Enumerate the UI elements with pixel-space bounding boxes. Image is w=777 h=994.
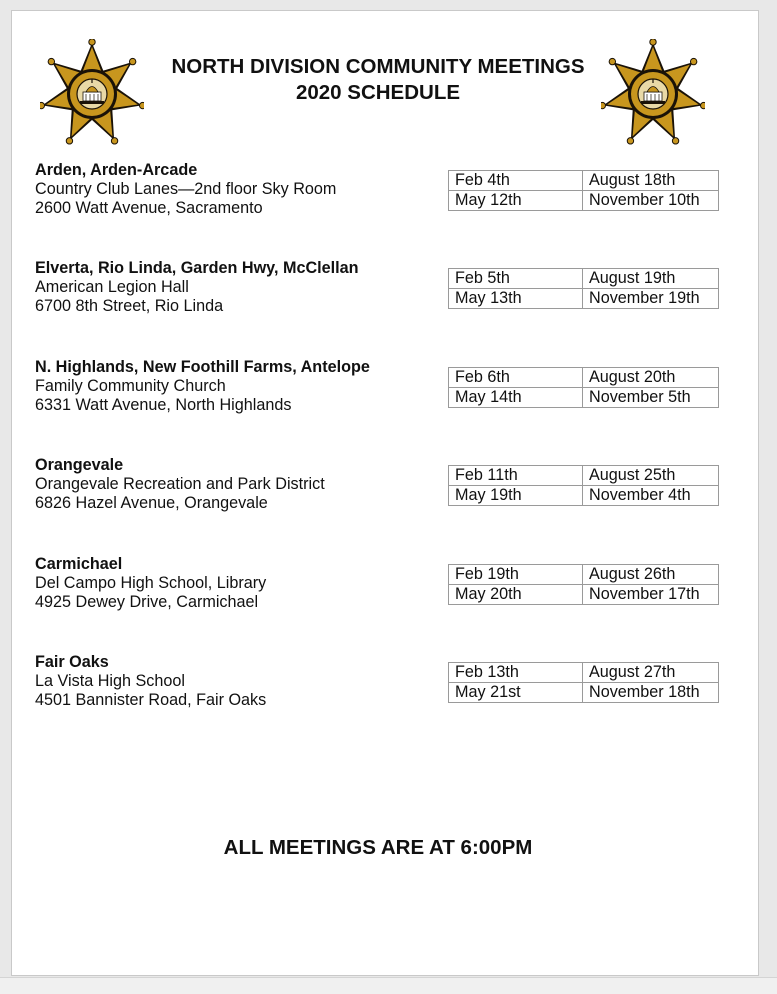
table-row	[449, 388, 719, 408]
date-cell: August 20th	[583, 368, 719, 388]
location-name: N. Highlands, New Foothill Farms, Antelope	[35, 358, 370, 376]
status-bar	[0, 977, 777, 994]
meeting-section	[35, 653, 735, 723]
date-cell: May 14th	[449, 388, 583, 408]
location-name: Carmichael	[35, 555, 123, 573]
date-cell: November 4th	[583, 486, 719, 506]
date-cell: May 12th	[449, 191, 583, 211]
date-cell: Feb 6th	[449, 368, 583, 388]
venue-address: 2600 Watt Avenue, Sacramento	[35, 199, 263, 217]
date-cell: May 19th	[449, 486, 583, 506]
venue-name: Del Campo High School, Library	[35, 574, 267, 592]
table-row	[449, 585, 719, 605]
location-name: Elverta, Rio Linda, Garden Hwy, McClellan	[35, 259, 359, 277]
table-row	[449, 466, 719, 486]
date-cell: November 17th	[583, 585, 719, 605]
location-name: Arden, Arden-Arcade	[35, 161, 198, 179]
table-row	[449, 171, 719, 191]
venue-address: 6331 Watt Avenue, North Highlands	[35, 396, 292, 414]
table-row	[449, 683, 719, 703]
date-cell: Feb 4th	[449, 171, 583, 191]
table-row	[449, 289, 719, 309]
date-cell: Feb 13th	[449, 663, 583, 683]
date-cell: Feb 5th	[449, 269, 583, 289]
date-cell: August 19th	[583, 269, 719, 289]
meeting-dates-table	[448, 268, 719, 309]
date-cell: August 25th	[583, 466, 719, 486]
table-row	[449, 486, 719, 506]
meeting-dates-table	[448, 564, 719, 605]
date-cell: Feb 11th	[449, 466, 583, 486]
meeting-dates-table	[448, 367, 719, 408]
venue-address: 6700 8th Street, Rio Linda	[35, 297, 224, 315]
meeting-section	[35, 555, 735, 625]
date-cell: August 27th	[583, 663, 719, 683]
table-row	[449, 269, 719, 289]
date-cell: May 13th	[449, 289, 583, 309]
venue-address: 4925 Dewey Drive, Carmichael	[35, 593, 259, 611]
date-cell: November 5th	[583, 388, 719, 408]
meeting-section	[35, 358, 735, 428]
venue-address: 4501 Bannister Road, Fair Oaks	[35, 691, 267, 709]
date-cell: May 21st	[449, 683, 583, 703]
sheriff-badge-left-icon	[40, 39, 144, 149]
date-cell: November 18th	[583, 683, 719, 703]
page-subtitle: 2020 SCHEDULE	[295, 81, 461, 104]
venue-address: 6826 Hazel Avenue, Orangevale	[35, 494, 268, 512]
date-cell: November 10th	[583, 191, 719, 211]
venue-name: Country Club Lanes—2nd floor Sky Room	[35, 180, 337, 198]
venue-name: Family Community Church	[35, 377, 226, 395]
meeting-dates-table	[448, 170, 719, 211]
page-title: NORTH DIVISION COMMUNITY MEETINGS	[171, 55, 585, 78]
venue-name: American Legion Hall	[35, 278, 189, 296]
venue-name: Orangevale Recreation and Park District	[35, 475, 325, 493]
meeting-section	[35, 161, 735, 231]
date-cell: August 18th	[583, 171, 719, 191]
table-row	[449, 368, 719, 388]
meeting-dates-table	[448, 465, 719, 506]
date-cell: November 19th	[583, 289, 719, 309]
table-row	[449, 663, 719, 683]
table-row	[449, 191, 719, 211]
venue-name: La Vista High School	[35, 672, 185, 690]
table-row	[449, 565, 719, 585]
location-name: Fair Oaks	[35, 653, 109, 671]
meeting-time-note: ALL MEETINGS ARE AT 6:00PM	[223, 836, 533, 859]
date-cell: May 20th	[449, 585, 583, 605]
date-cell: August 26th	[583, 565, 719, 585]
meeting-section	[35, 259, 735, 329]
meeting-dates-table	[448, 662, 719, 703]
meeting-section	[35, 456, 735, 526]
sheriff-badge-right-icon	[601, 39, 705, 149]
date-cell: Feb 19th	[449, 565, 583, 585]
location-name: Orangevale	[35, 456, 124, 474]
